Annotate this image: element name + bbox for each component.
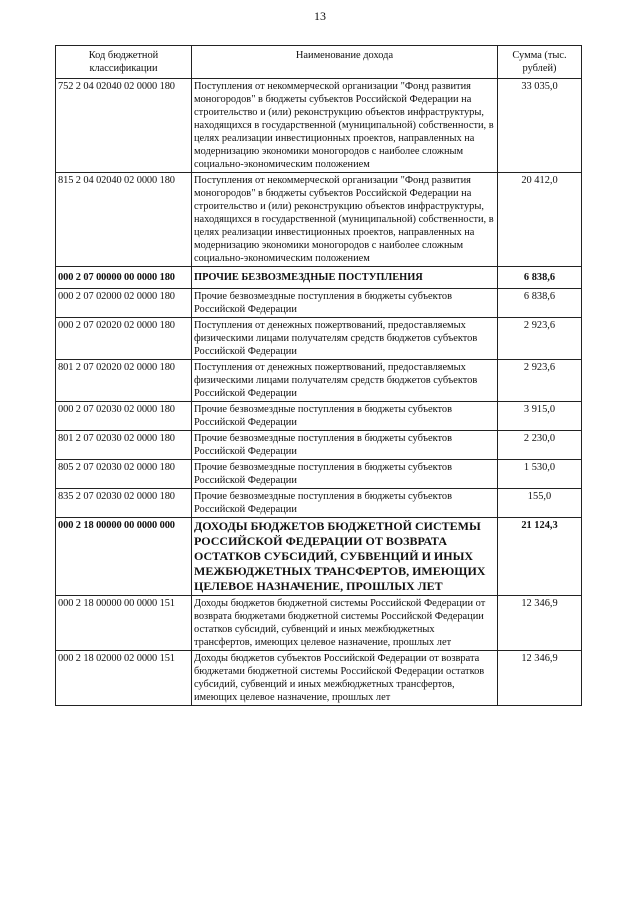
row-code: 835 2 07 02030 02 0000 180 <box>56 489 192 518</box>
row-sum: 155,0 <box>498 489 582 518</box>
table-row <box>56 596 582 651</box>
table-row <box>56 318 582 360</box>
row-name: Прочие безвозмездные поступления в бюджеты субъектов Российской Федерации <box>192 460 498 489</box>
row-sum: 3 915,0 <box>498 402 582 431</box>
table-row-section <box>56 267 582 289</box>
row-name: Поступления от денежных пожертвований, предоставляемых физическими лицами получателям средств бюджетов субъектов Российской Федерации <box>192 360 498 402</box>
row-code: 000 2 18 00000 00 0000 151 <box>56 596 192 651</box>
row-sum: 6 838,6 <box>498 289 582 318</box>
table-row <box>56 460 582 489</box>
row-code: 000 2 07 02020 02 0000 180 <box>56 318 192 360</box>
row-code: 752 2 04 02040 02 0000 180 <box>56 79 192 173</box>
table-row <box>56 173 582 267</box>
row-name: Поступления от некоммерческой организации "Фонд развития моногородов" в бюджеты субъектов Российской Федерации на строительство и (или) реконструкцию объектов инфраструктуры, находящихся в государственной (муниципальной) собственности, в целях реализации инвестиционных проектов, направленных на модернизацию экономики моногородов с наиболее сложным социально-экономическим положением <box>192 173 498 267</box>
table-row <box>56 402 582 431</box>
row-sum: 12 346,9 <box>498 596 582 651</box>
page-number: 13 <box>314 9 326 23</box>
row-name: ДОХОДЫ БЮДЖЕТОВ БЮДЖЕТНОЙ СИСТЕМЫ РОССИЙСКОЙ ФЕДЕРАЦИИ ОТ ВОЗВРАТА ОСТАТКОВ СУБСИДИЙ, СУБВЕНЦИЙ И ИНЫХ МЕЖБЮДЖЕТНЫХ ТРАНСФЕРТОВ, ИМЕЮЩИХ ЦЕЛЕВОЕ НАЗНАЧЕНИЕ, ПРОШЛЫХ ЛЕТ <box>192 518 498 596</box>
header-name: Наименование дохода <box>192 46 498 79</box>
table-row <box>56 79 582 173</box>
row-name: ПРОЧИЕ БЕЗВОЗМЕЗДНЫЕ ПОСТУПЛЕНИЯ <box>192 267 498 289</box>
row-code: 000 2 07 00000 00 0000 180 <box>56 267 192 289</box>
table-row <box>56 489 582 518</box>
row-name: Прочие безвозмездные поступления в бюджеты субъектов Российской Федерации <box>192 431 498 460</box>
table-row <box>56 651 582 706</box>
row-name: Доходы бюджетов субъектов Российской Федерации от возврата бюджетами бюджетной системы Российской Федерации остатков субсидий, субвенций и иных межбюджетных трансфертов, имеющих целевое назначение, прошлых лет <box>192 651 498 706</box>
row-code: 805 2 07 02030 02 0000 180 <box>56 460 192 489</box>
row-code: 801 2 07 02020 02 0000 180 <box>56 360 192 402</box>
row-sum: 2 923,6 <box>498 318 582 360</box>
row-sum: 21 124,3 <box>498 518 582 596</box>
row-sum: 6 838,6 <box>498 267 582 289</box>
row-name: Прочие безвозмездные поступления в бюджеты субъектов Российской Федерации <box>192 402 498 431</box>
table-row <box>56 431 582 460</box>
row-name: Поступления от некоммерческой организации "Фонд развития моногородов" в бюджеты субъектов Российской Федерации на строительство и (или) реконструкцию объектов инфраструктуры, находящихся в государственной (муниципальной) собственности, в целях реализации инвестиционных проектов, направленных на модернизацию экономики моногородов с наиболее сложным социально-экономическим положением <box>192 79 498 173</box>
row-name: Доходы бюджетов бюджетной системы Российской Федерации от возврата бюджетами бюджетной системы Российской Федерации остатков субсидий, субвенций и иных межбюджетных трансфертов, имеющих целевое назначение, прошлых лет <box>192 596 498 651</box>
row-sum: 1 530,0 <box>498 460 582 489</box>
row-sum: 2 923,6 <box>498 360 582 402</box>
table-header-row <box>56 46 582 79</box>
header-code: Код бюджетной классификации <box>56 46 192 79</box>
header-sum: Сумма (тыс. рублей) <box>498 46 582 79</box>
row-code: 815 2 04 02040 02 0000 180 <box>56 173 192 267</box>
table-row-section <box>56 518 582 596</box>
revenue-table <box>55 45 582 706</box>
row-code: 000 2 07 02030 02 0000 180 <box>56 402 192 431</box>
row-sum: 12 346,9 <box>498 651 582 706</box>
row-code: 000 2 18 02000 02 0000 151 <box>56 651 192 706</box>
row-name: Прочие безвозмездные поступления в бюджеты субъектов Российской Федерации <box>192 289 498 318</box>
table-row <box>56 289 582 318</box>
row-sum: 2 230,0 <box>498 431 582 460</box>
row-code: 801 2 07 02030 02 0000 180 <box>56 431 192 460</box>
row-code: 000 2 18 00000 00 0000 000 <box>56 518 192 596</box>
row-name: Прочие безвозмездные поступления в бюджеты субъектов Российской Федерации <box>192 489 498 518</box>
table-row <box>56 360 582 402</box>
row-sum: 20 412,0 <box>498 173 582 267</box>
row-sum: 33 035,0 <box>498 79 582 173</box>
row-code: 000 2 07 02000 02 0000 180 <box>56 289 192 318</box>
row-name: Поступления от денежных пожертвований, предоставляемых физическими лицами получателям средств бюджетов субъектов Российской Федерации <box>192 318 498 360</box>
